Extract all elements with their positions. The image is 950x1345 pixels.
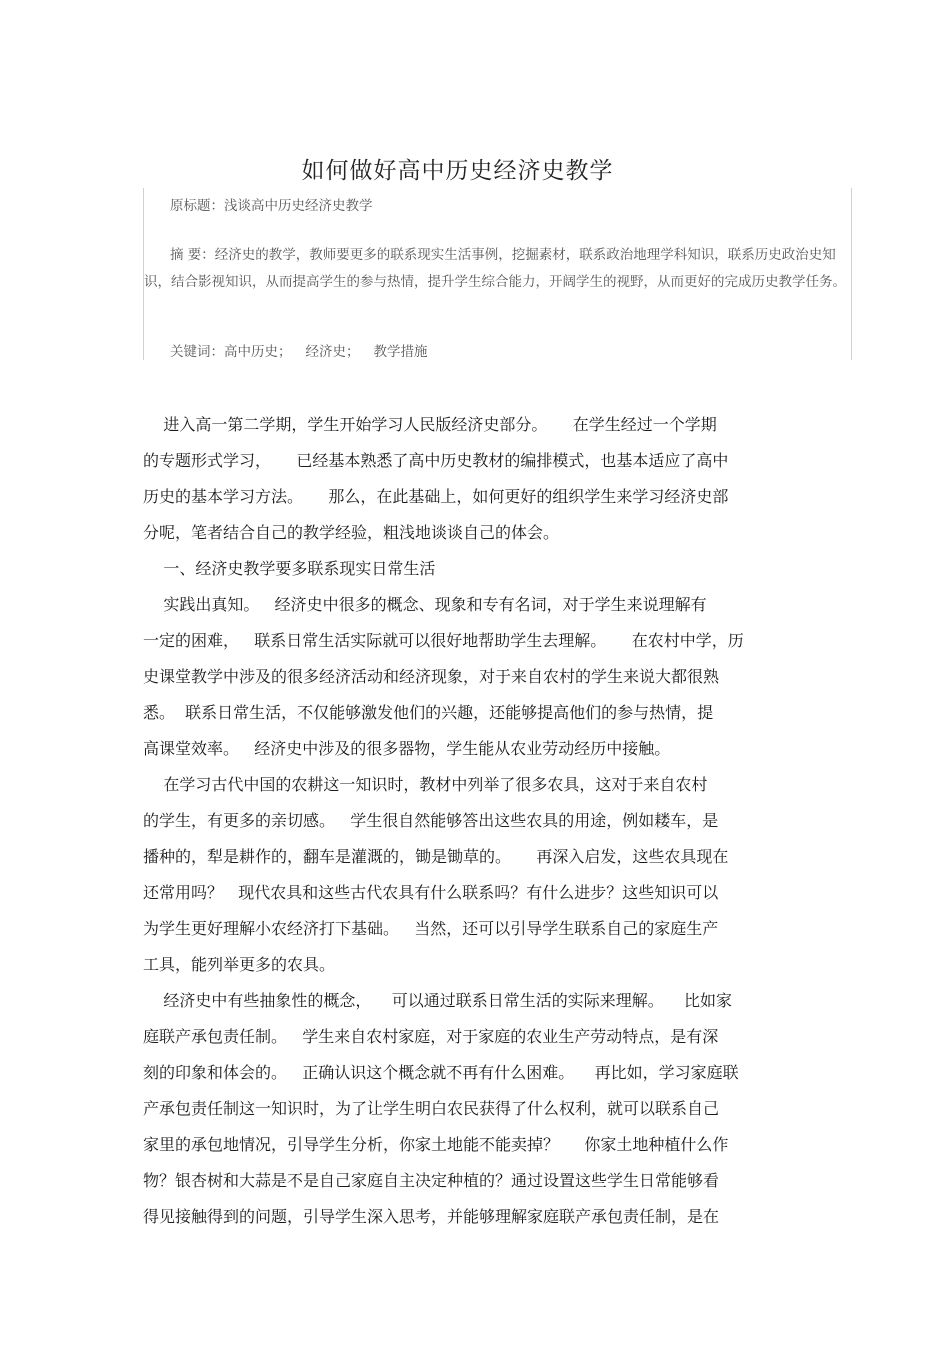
body-line: 刻的印象和体会的。 正确认识这个概念就不再有什么困难。 再比如，学习家庭联 bbox=[143, 1063, 739, 1082]
keyword: 教学措施 bbox=[373, 344, 428, 360]
abstract-text: 经济史的教学，教师要更多的联系现实生活事例，挖掘素材，联系政治地理学科知识，联系历史政治史知识，结合影视知识，从而提高学生的参与热情，提升学生综合能力，开阔学生的视野，从而更好的完成历史教学任务。 bbox=[144, 247, 846, 290]
body-line: 为学生更好理解小农经济打下基础。 当然，还可以引导学生联系自己的家庭生产 bbox=[143, 919, 719, 938]
document-title: 如何做好高中历史经济史教学 bbox=[301, 158, 614, 184]
body-line: 实践出真知。 经济史中很多的概念、现象和专有名词，对于学生来说理解有 bbox=[143, 595, 707, 614]
body-line: 工具，能列举更多的农具。 bbox=[143, 955, 336, 974]
keywords-label: 关键词： bbox=[170, 344, 224, 360]
section-heading: 一、经济史教学要多联系现实日常生活 bbox=[143, 559, 436, 578]
body-line: 经济史中有些抽象性的概念， 可以通过联系日常生活的实际来理解。 比如家 bbox=[143, 991, 733, 1010]
body-line: 史课堂教学中涉及的很多经济活动和经济现象，对于来自农村的学生来说大都很熟 bbox=[143, 667, 720, 686]
keyword: 经济史； bbox=[305, 344, 360, 360]
abstract-label: 摘 要： bbox=[170, 247, 215, 263]
body-line: 播种的，犁是耕作的，翻车是灌溉的，锄是锄草的。 再深入启发，这些农具现在 bbox=[143, 847, 729, 866]
original-title: 原标题：浅谈高中历史经济史教学 bbox=[170, 198, 373, 214]
body-line: 高课堂效率。 经济史中涉及的很多器物，学生能从农业劳动经历中接触。 bbox=[143, 739, 671, 758]
body-line: 物？银杏树和大蒜是不是自己家庭自主决定种植的？通过设置这些学生日常能够看 bbox=[143, 1171, 720, 1190]
body-line: 分呢，笔者结合自己的教学经验，粗浅地谈谈自己的体会。 bbox=[143, 523, 560, 542]
keywords bbox=[170, 340, 442, 360]
body-line: 产承包责任制这一知识时，为了让学生明白农民获得了什么权利，就可以联系自己 bbox=[143, 1099, 720, 1118]
body-line: 得见接触得到的问题，引导学生深入思考，并能够理解家庭联产承包责任制，是在 bbox=[143, 1207, 720, 1226]
abstract bbox=[144, 242, 851, 296]
body-line: 还常用吗？ 现代农具和这些古代农具有什么联系吗？有什么进步？这些知识可以 bbox=[143, 883, 719, 902]
body-line: 悉。 联系日常生活，不仅能够激发他们的兴趣，还能够提高他们的参与热情，提 bbox=[143, 703, 714, 722]
body-line: 进入高一第二学期，学生开始学习人民版经济史部分。 在学生经过一个学期 bbox=[143, 415, 717, 434]
body-line: 的专题形式学习， 已经基本熟悉了高中历史教材的编排模式，也基本适应了高中 bbox=[143, 451, 729, 470]
body-line: 在学习古代中国的农耕这一知识时，教材中列举了很多农具，这对于来自农村 bbox=[143, 775, 708, 794]
body-line: 庭联产承包责任制。 学生来自农村家庭，对于家庭的农业生产劳动特点，是有深 bbox=[143, 1027, 719, 1046]
body-line: 一定的困难， 联系日常生活实际就可以很好地帮助学生去理解。 在农村中学，历 bbox=[143, 631, 744, 650]
abstract-box bbox=[143, 188, 852, 360]
body-line: 的学生，有更多的亲切感。 学生很自然能够答出这些农具的用途，例如耧车，是 bbox=[143, 811, 719, 830]
body-line: 历史的基本学习方法。 那么，在此基础上，如何更好的组织学生来学习经济史部 bbox=[143, 487, 729, 506]
keyword: 高中历史； bbox=[224, 344, 292, 360]
body-line: 家里的承包地情况，引导学生分析，你家土地能不能卖掉？ 你家土地种植什么作 bbox=[143, 1135, 729, 1154]
